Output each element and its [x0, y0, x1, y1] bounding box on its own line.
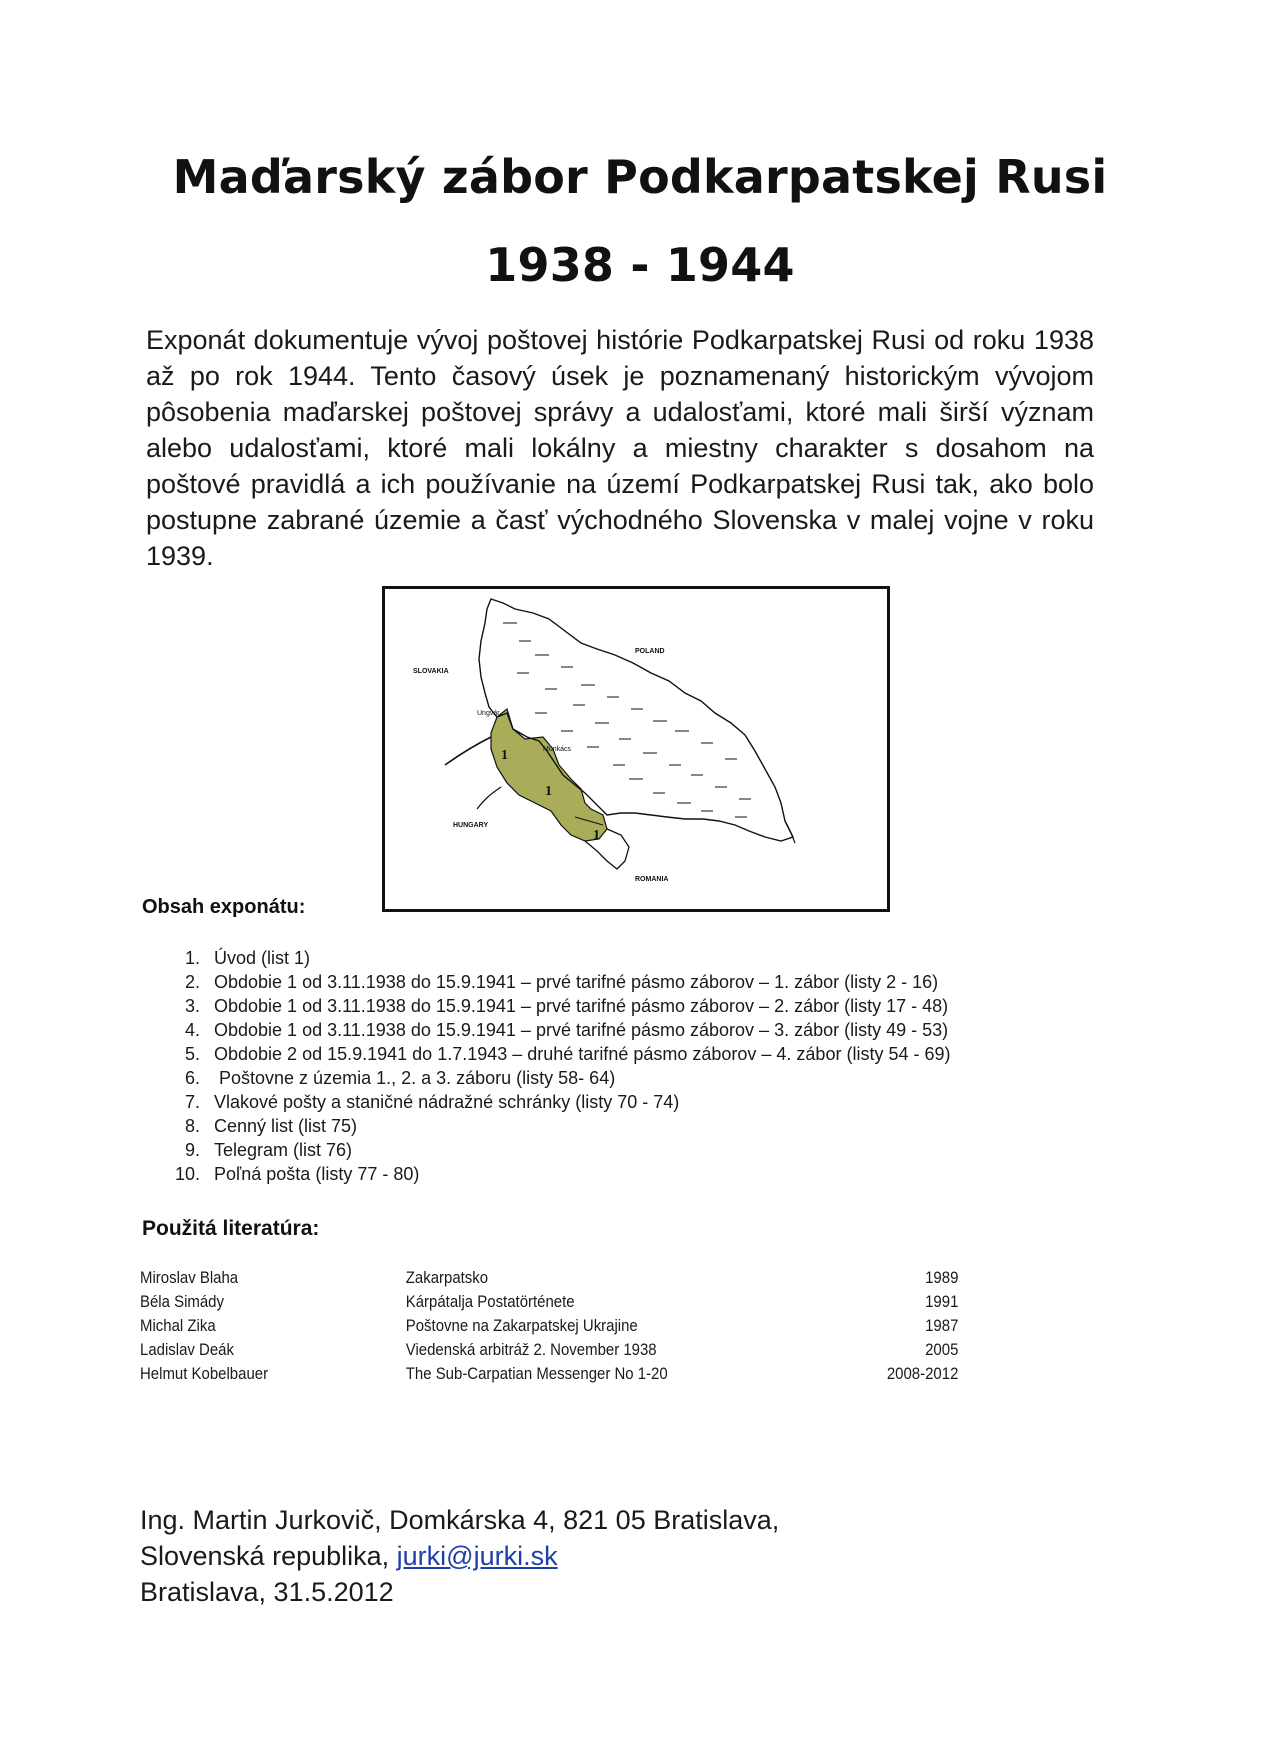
item-text: Cenný list (list 75) — [214, 1116, 358, 1136]
item-text: Obdobie 1 od 3.11.1938 do 15.9.1941 – prvé tarifné pásmo záborov – 3. zábor (listy 49 - 53) — [214, 1020, 949, 1040]
lit-year: 1991 — [925, 1292, 959, 1311]
label-slovakia: SLOVAKIA — [413, 668, 449, 675]
list-item — [162, 1114, 1102, 1138]
label-munkacs: Munkács — [543, 746, 572, 753]
river-line — [445, 737, 491, 765]
lit-author: Béla Simády — [140, 1292, 224, 1311]
item-number: 9. — [184, 1140, 200, 1160]
item-number: 1. — [184, 948, 200, 968]
item-number: 4. — [184, 1020, 200, 1040]
map-figure — [382, 586, 890, 912]
list-item — [162, 1042, 1102, 1066]
item-text: Obdobie 1 od 3.11.1938 do 15.9.1941 – prvé tarifné pásmo záborov – 1. zábor (listy 2 - 16) — [214, 972, 939, 992]
item-number: 2. — [184, 972, 200, 992]
page-subtitle-years: 1938 - 1944 — [485, 238, 795, 292]
item-text: Obdobie 1 od 3.11.1938 do 15.9.1941 – prvé tarifné pásmo záborov – 2. zábor (listy 17 - 48) — [214, 996, 949, 1016]
item-text: Poľná pošta (listy 77 - 80) — [214, 1164, 420, 1184]
contents-heading: Obsah exponátu: — [142, 896, 306, 918]
table-row — [140, 1290, 958, 1314]
table-row — [140, 1362, 958, 1386]
lit-year: 1989 — [925, 1268, 959, 1287]
list-item — [162, 1066, 1102, 1090]
lit-author: Ladislav Deák — [140, 1340, 234, 1359]
item-text: Poštovne z územia 1., 2. a 3. záboru (listy 58- 64) — [214, 1068, 616, 1088]
zone-number-2: 1 — [545, 784, 552, 799]
list-item — [162, 1090, 1102, 1114]
lit-title: Kárpátalja Postatörténete — [405, 1292, 575, 1311]
label-ungvar: Ungvár — [477, 710, 500, 717]
list-item — [162, 1018, 1102, 1042]
item-text: Vlakové pošty a staničné nádražné schránky (listy 70 - 74) — [214, 1092, 680, 1112]
lit-title: Poštovne na Zakarpatskej Ukrajine — [405, 1316, 638, 1335]
literature-table — [140, 1266, 958, 1386]
table-row — [140, 1338, 958, 1362]
list-item — [162, 1162, 1102, 1186]
contents-list — [162, 946, 1102, 1186]
lit-year: 2005 — [925, 1340, 959, 1359]
page-title: Maďarský zábor Podkarpatskej Rusi — [172, 150, 1108, 204]
lit-year: 1987 — [925, 1316, 959, 1335]
item-text: Úvod (list 1) — [214, 948, 311, 968]
author-contact — [140, 1502, 779, 1610]
item-number: 7. — [184, 1092, 200, 1112]
table-row — [140, 1266, 958, 1290]
literature-heading: Použitá literatúra: — [142, 1217, 320, 1240]
item-number: 8. — [184, 1116, 200, 1136]
item-number: 3. — [184, 996, 200, 1016]
lit-title: The Sub-Carpatian Messenger No 1-20 — [405, 1364, 668, 1383]
territory-outline — [479, 599, 793, 841]
lit-year: 2008-2012 — [886, 1364, 959, 1383]
intro-paragraph: Exponát dokumentuje vývoj poštovej histórie Podkarpatskej Rusi od roku 1938 až po rok 1944. Tento časový úsek je poznamenaný historickým vývojom pôsobenia maďarskej poštovej správy a udalosťami, ktoré mali širší význam alebo udalosťami, ktoré mali lokálny a miestny charakter s dosahom na poštové pravidlá a ich používanie na území Podkarpatskej Rusi tak, ako bolo postupne zabrané územie a časť východného Slovenska v malej vojne v roku 1939. — [146, 325, 1094, 571]
zone-number-1: 1 — [501, 748, 508, 763]
list-item — [162, 946, 1102, 970]
lit-title: Viedenská arbitráž 2. November 1938 — [405, 1340, 657, 1359]
item-text: Obdobie 2 od 15.9.1941 do 1.7.1943 – druhé tarifné pásmo záborov – 4. zábor (listy 54 - 69) — [214, 1044, 951, 1064]
item-text: Telegram (list 76) — [214, 1140, 353, 1160]
list-item — [162, 1138, 1102, 1162]
lit-author: Michal Zika — [140, 1316, 216, 1335]
author-country-line — [140, 1538, 779, 1574]
river-line-2 — [477, 787, 501, 809]
lit-author: Helmut Kobelbauer — [140, 1364, 269, 1383]
label-hungary: HUNGARY — [453, 822, 489, 829]
zone-number-3: 1 — [593, 828, 600, 843]
lit-title: Zakarpatsko — [405, 1268, 489, 1287]
item-number: 5. — [184, 1044, 200, 1064]
table-row — [140, 1314, 958, 1338]
place-date: Bratislava, 31.5.2012 — [140, 1577, 394, 1607]
email-link[interactable]: jurki@jurki.sk — [396, 1541, 558, 1571]
label-poland: POLAND — [635, 648, 665, 655]
list-item — [162, 994, 1102, 1018]
item-number: 6. — [184, 1068, 200, 1088]
lit-author: Miroslav Blaha — [140, 1268, 239, 1287]
subcarpathia-map — [385, 589, 887, 909]
author-address: Ing. Martin Jurkovič, Domkárska 4, 821 05 Bratislava, — [140, 1505, 780, 1535]
list-item — [162, 970, 1102, 994]
label-romania: ROMANIA — [635, 876, 669, 883]
item-number: 10. — [174, 1164, 200, 1184]
country-text: Slovenská republika, — [140, 1541, 397, 1571]
